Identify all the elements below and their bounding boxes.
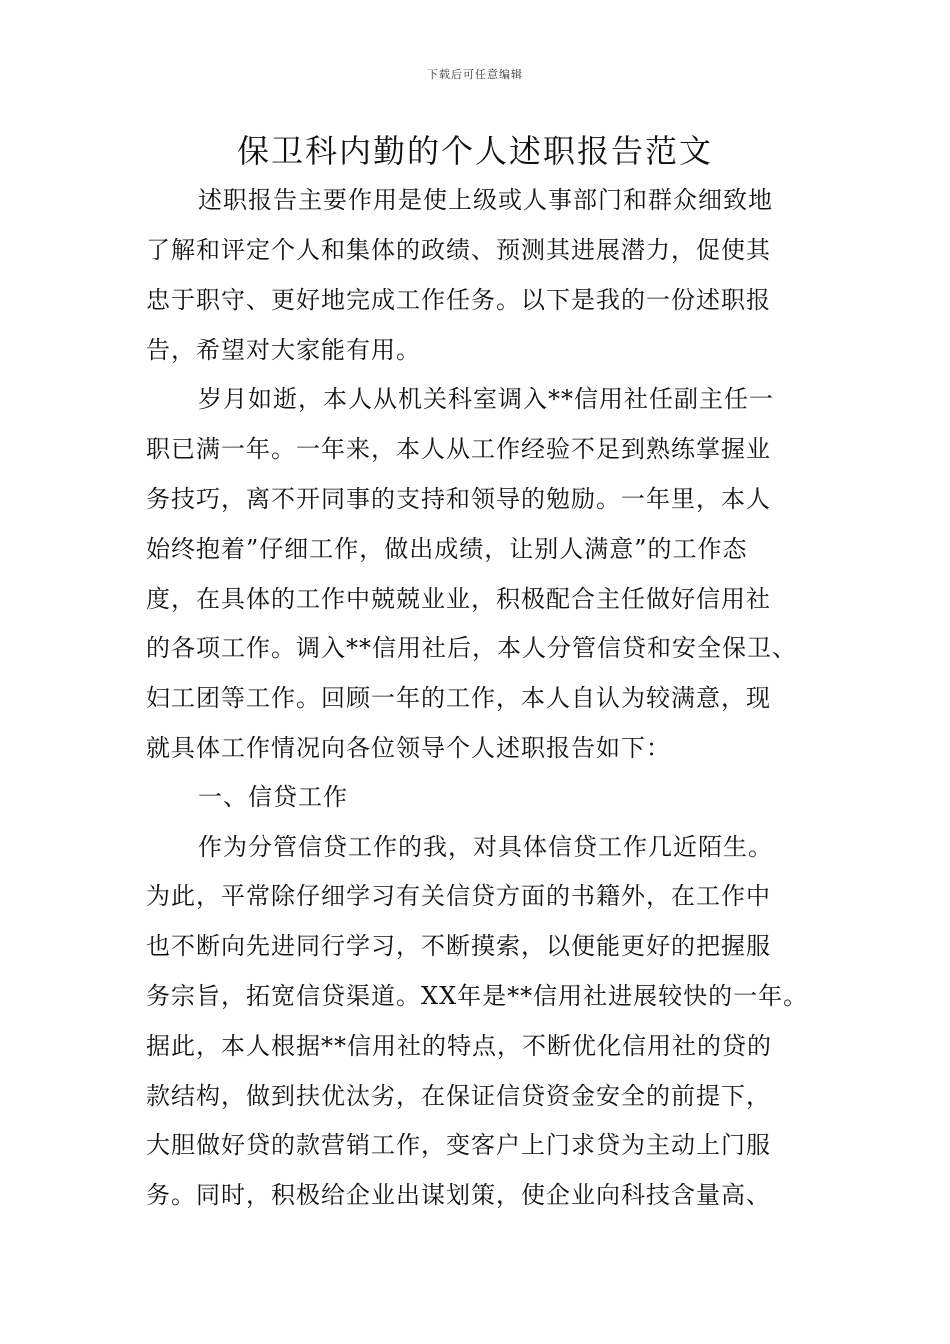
paragraph-line: 述职报告主要作用是使上级或人事部门和群众细致地 bbox=[198, 186, 773, 214]
section-heading: 一、信贷工作 bbox=[198, 783, 348, 811]
paragraph-line: 据此，本人根据**信用社的特点，不断优化信用社的贷的 bbox=[146, 1032, 772, 1060]
paragraph-line: 大胆做好贷的款营销工作，变客户上门求贷为主动上门服 bbox=[146, 1131, 771, 1159]
paragraph-line: 款结构，做到扶优汰劣，在保证信贷资金安全的前提下， bbox=[146, 1082, 771, 1110]
paragraph-line: 务宗旨，拓宽信贷渠道。XX年是**信用社进展较快的一年。 bbox=[146, 982, 809, 1010]
paragraph-line: 就具体工作情况向各位领导个人述职报告如下： bbox=[146, 734, 671, 762]
paragraph-line: 告，希望对大家能有用。 bbox=[146, 336, 421, 364]
paragraph-line: 务技巧，离不开同事的支持和领导的勉励。一年里，本人 bbox=[146, 485, 771, 513]
paragraph-line: 忠于职守、更好地完成工作任务。以下是我的一份述职报 bbox=[146, 286, 771, 314]
paragraph-line: 始终抱着”仔细工作，做出成绩，让别人满意”的工作态 bbox=[146, 535, 748, 563]
paragraph-line: 了解和评定个人和集体的政绩、预测其进展潜力，促使其 bbox=[146, 236, 771, 264]
paragraph-line: 务。同时，积极给企业出谋划策，使企业向科技含量高、 bbox=[146, 1181, 771, 1209]
paragraph-line: 也不断向先进同行学习，不断摸索，以便能更好的把握服 bbox=[146, 932, 771, 960]
header-note: 下载后可任意编辑 bbox=[427, 68, 523, 81]
paragraph-line: 岁月如逝，本人从机关科室调入**信用社任副主任一 bbox=[198, 385, 774, 413]
paragraph-line: 度，在具体的工作中兢兢业业，积极配合主任做好信用社 bbox=[146, 585, 771, 613]
paragraph-line: 作为分管信贷工作的我，对具体信贷工作几近陌生。 bbox=[198, 833, 773, 861]
document-title: 保卫科内勤的个人述职报告范文 bbox=[236, 132, 713, 170]
paragraph-line: 妇工团等工作。回顾一年的工作，本人自认为较满意，现 bbox=[146, 684, 771, 712]
paragraph-line: 为此，平常除仔细学习有关信贷方面的书籍外，在工作中 bbox=[146, 882, 771, 910]
paragraph-line: 的各项工作。调入**信用社后，本人分管信贷和安全保卫、 bbox=[146, 634, 797, 662]
paragraph-line: 职已满一年。一年来，本人从工作经验不足到熟练掌握业 bbox=[146, 435, 771, 463]
